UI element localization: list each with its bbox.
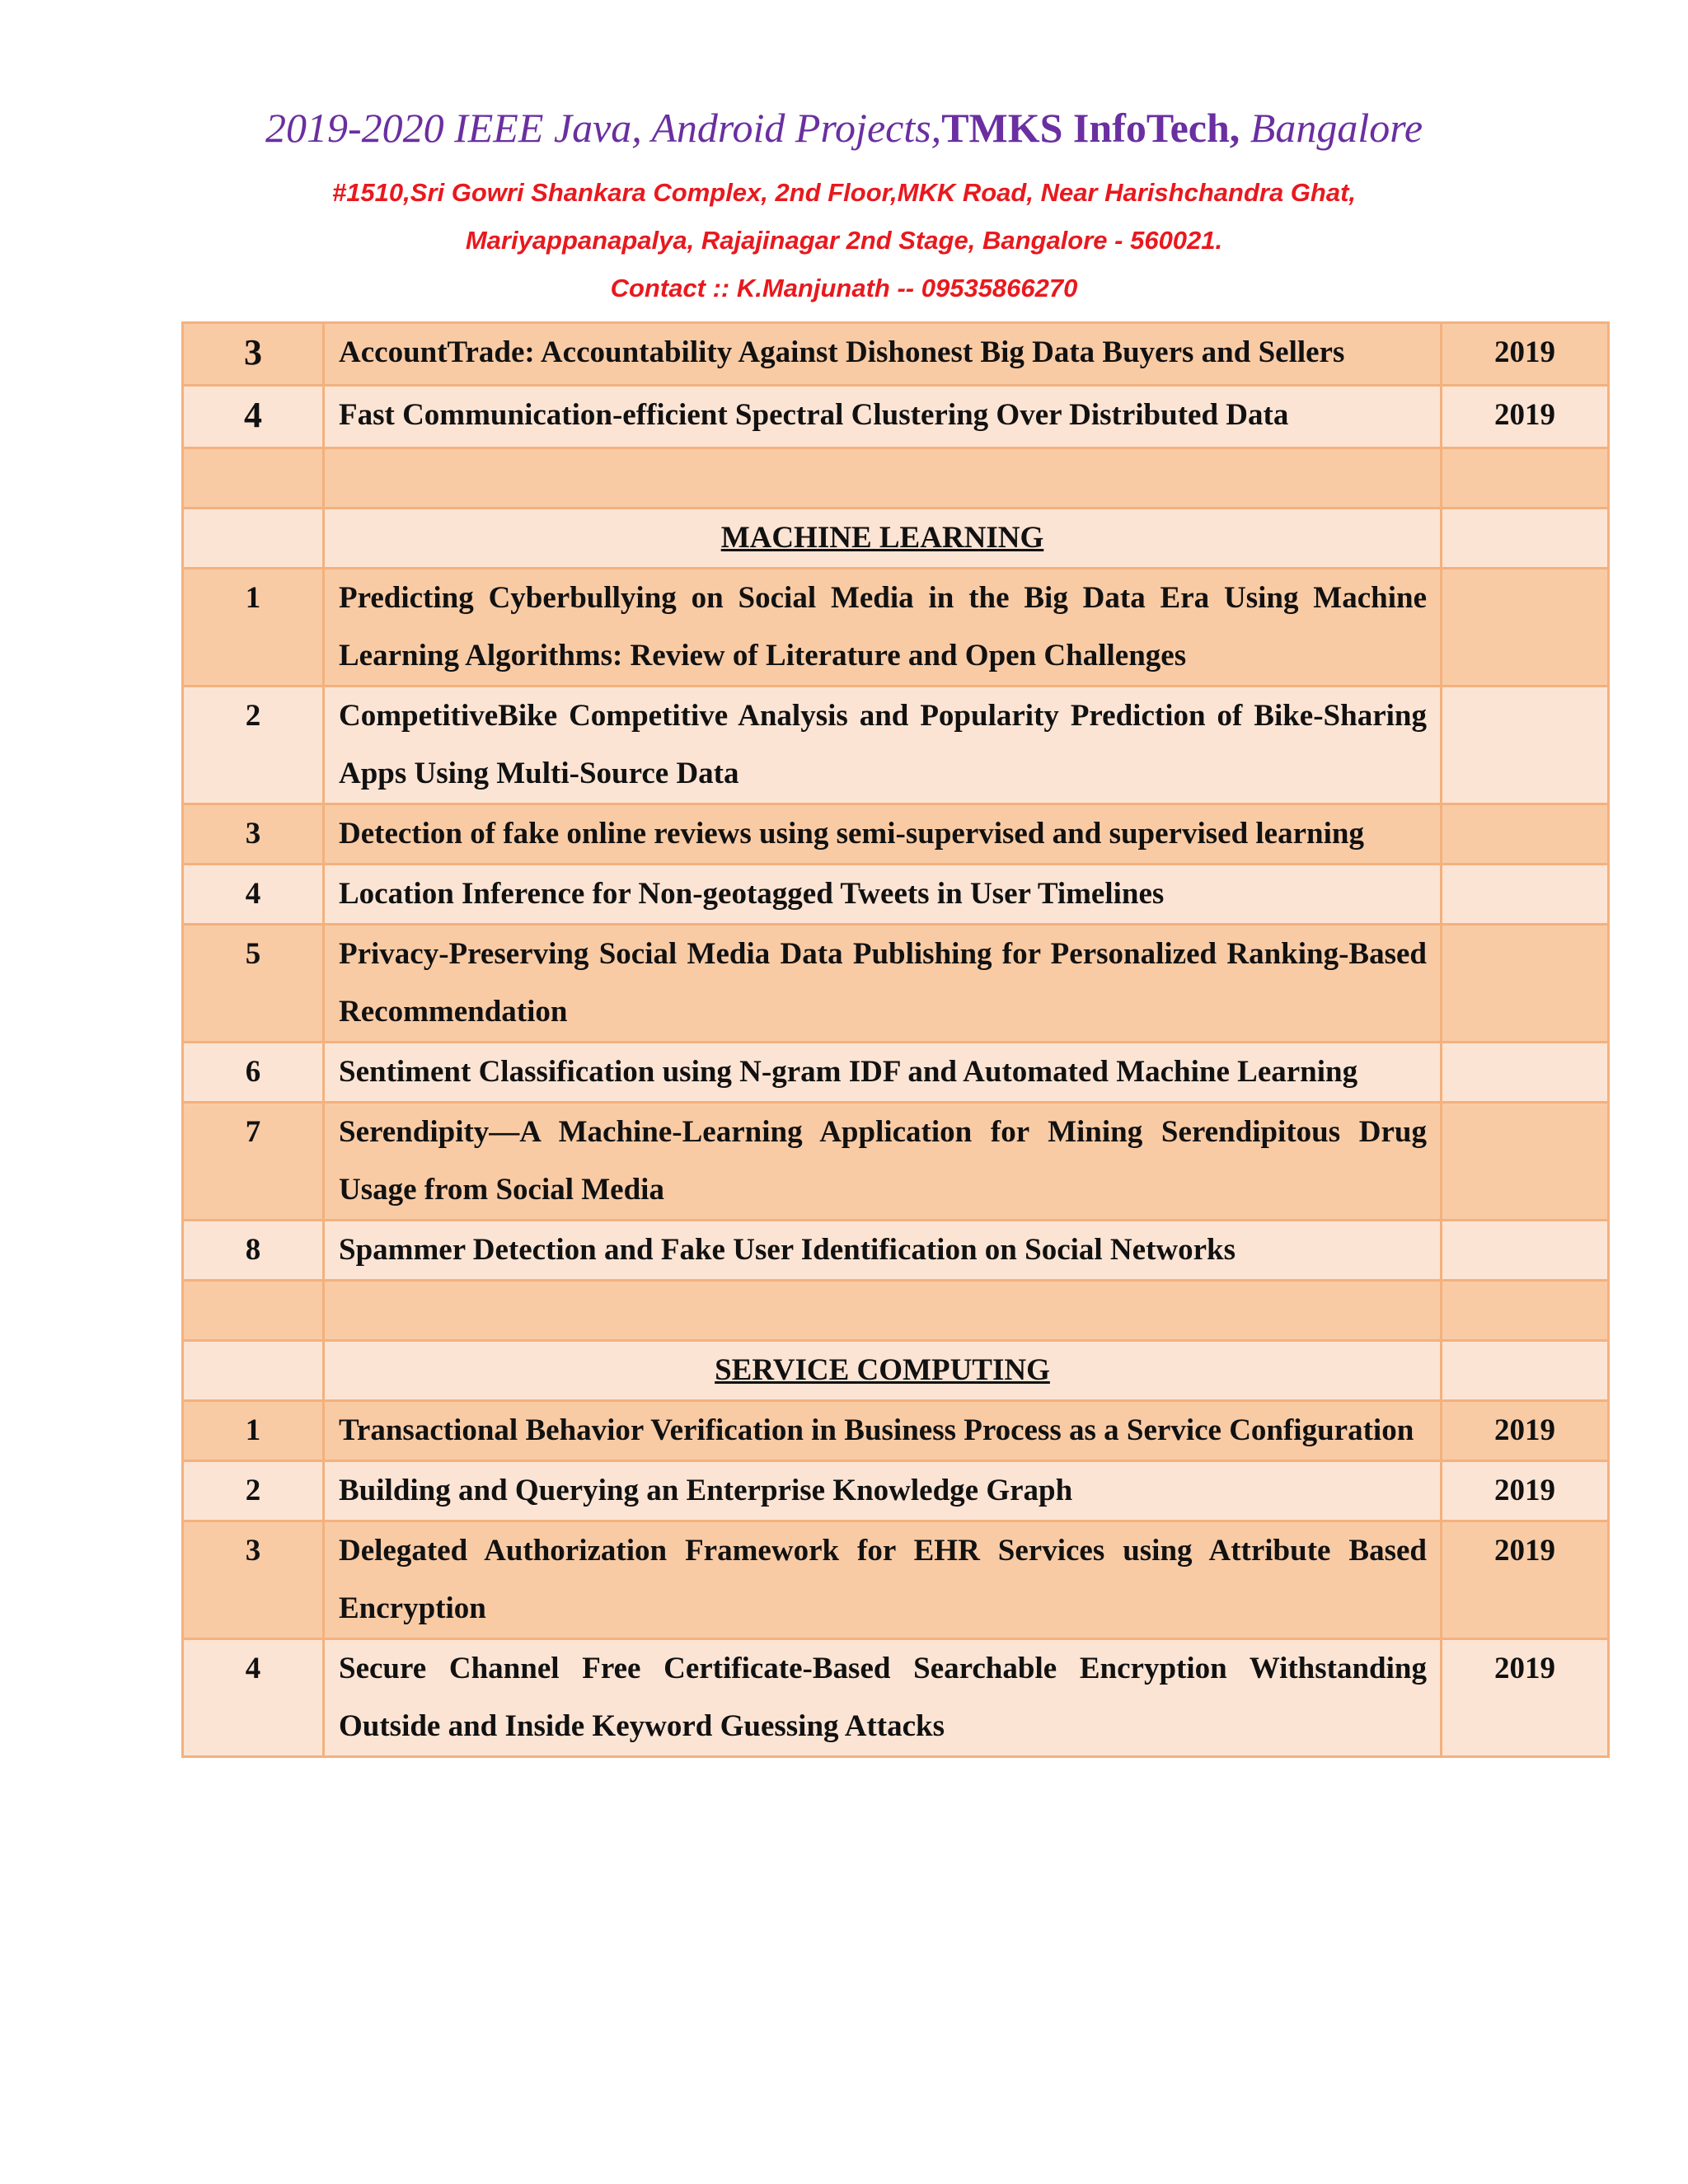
row-number: 7 (183, 1103, 324, 1221)
address-line-2: Mariyappanapalya, Rajajinagar 2nd Stage, Bangalore - 560021. (465, 226, 1223, 255)
project-title: Location Inference for Non-geotagged Tweets in User Timelines (324, 865, 1442, 925)
project-title: Predicting Cyberbullying on Social Media in the Big Data Era Using Machine Learning Algorithms: Review of Literature and Open Challenges (324, 569, 1442, 687)
project-title: Building and Querying an Enterprise Knowledge Graph (324, 1461, 1442, 1521)
project-year (1442, 1221, 1609, 1281)
row-number: 1 (183, 1401, 324, 1461)
table-row (183, 865, 1609, 925)
row-number: 2 (183, 687, 324, 804)
row-number: 1 (183, 569, 324, 687)
address-line-1: #1510,Sri Gowri Shankara Complex, 2nd Floor,MKK Road, Near Harishchandra Ghat, (331, 178, 1357, 207)
project-year (1442, 925, 1609, 1043)
project-year: 2019 (1442, 323, 1609, 386)
project-title: AccountTrade: Accountability Against Dishonest Big Data Buyers and Sellers (324, 323, 1442, 386)
empty-row (183, 1281, 1609, 1341)
projects-table (181, 321, 1610, 1758)
table-row (183, 1401, 1609, 1461)
table-row (183, 1639, 1609, 1757)
row-number: 3 (183, 323, 324, 386)
project-year: 2019 (1442, 386, 1609, 448)
project-title: Spammer Detection and Fake User Identification on Social Networks (324, 1221, 1442, 1281)
page-title (0, 99, 1688, 157)
table-row (183, 1461, 1609, 1521)
row-number: 2 (183, 1461, 324, 1521)
row-number: 5 (183, 925, 324, 1043)
project-title: Fast Communication-efficient Spectral Clustering Over Distributed Data (324, 386, 1442, 448)
section-header-row (183, 1341, 1609, 1401)
table-row (183, 1043, 1609, 1103)
section-heading-machine-learning: MACHINE LEARNING (324, 509, 1442, 569)
project-year: 2019 (1442, 1521, 1609, 1639)
table-row (183, 925, 1609, 1043)
title-part-2: TMKS InfoTech, (941, 105, 1240, 151)
project-title: Delegated Authorization Framework for EHR Services using Attribute Based Encryption (324, 1521, 1442, 1639)
title-part-1: 2019-2020 IEEE Java, Android Projects, (265, 105, 942, 151)
project-year (1442, 804, 1609, 865)
project-year: 2019 (1442, 1401, 1609, 1461)
title-part-3: Bangalore (1250, 105, 1423, 151)
project-title: Transactional Behavior Verification in Business Process as a Service Configuration (324, 1401, 1442, 1461)
project-year (1442, 865, 1609, 925)
project-year: 2019 (1442, 1461, 1609, 1521)
project-title: CompetitiveBike Competitive Analysis and Popularity Prediction of Bike-Sharing Apps Using Multi-Source Data (324, 687, 1442, 804)
table-row (183, 1103, 1609, 1221)
project-year: 2019 (1442, 1639, 1609, 1757)
empty-row (183, 448, 1609, 509)
project-year (1442, 687, 1609, 804)
table-row (183, 804, 1609, 865)
project-title: Privacy-Preserving Social Media Data Publishing for Personalized Ranking-Based Recommendation (324, 925, 1442, 1043)
row-number: 4 (183, 865, 324, 925)
table-row (183, 1521, 1609, 1639)
section-heading-service-computing: SERVICE COMPUTING (324, 1341, 1442, 1401)
row-number: 4 (183, 386, 324, 448)
section-header-row (183, 509, 1609, 569)
table-row (183, 687, 1609, 804)
contact-line: Contact :: K.Manjunath -- 09535866270 (610, 274, 1078, 302)
project-title: Detection of fake online reviews using semi-supervised and supervised learning (324, 804, 1442, 865)
project-year (1442, 569, 1609, 687)
table-row (183, 1221, 1609, 1281)
project-year (1442, 1043, 1609, 1103)
project-year (1442, 1103, 1609, 1221)
table-row (183, 323, 1609, 386)
row-number: 8 (183, 1221, 324, 1281)
row-number: 6 (183, 1043, 324, 1103)
table-row (183, 386, 1609, 448)
table-row (183, 569, 1609, 687)
row-number: 3 (183, 804, 324, 865)
row-number: 3 (183, 1521, 324, 1639)
project-title: Secure Channel Free Certificate-Based Searchable Encryption Withstanding Outside and Inside Keyword Guessing Attacks (324, 1639, 1442, 1757)
row-number: 4 (183, 1639, 324, 1757)
project-title: Serendipity—A Machine-Learning Application for Mining Serendipitous Drug Usage from Social Media (324, 1103, 1442, 1221)
project-title: Sentiment Classification using N-gram IDF and Automated Machine Learning (324, 1043, 1442, 1103)
